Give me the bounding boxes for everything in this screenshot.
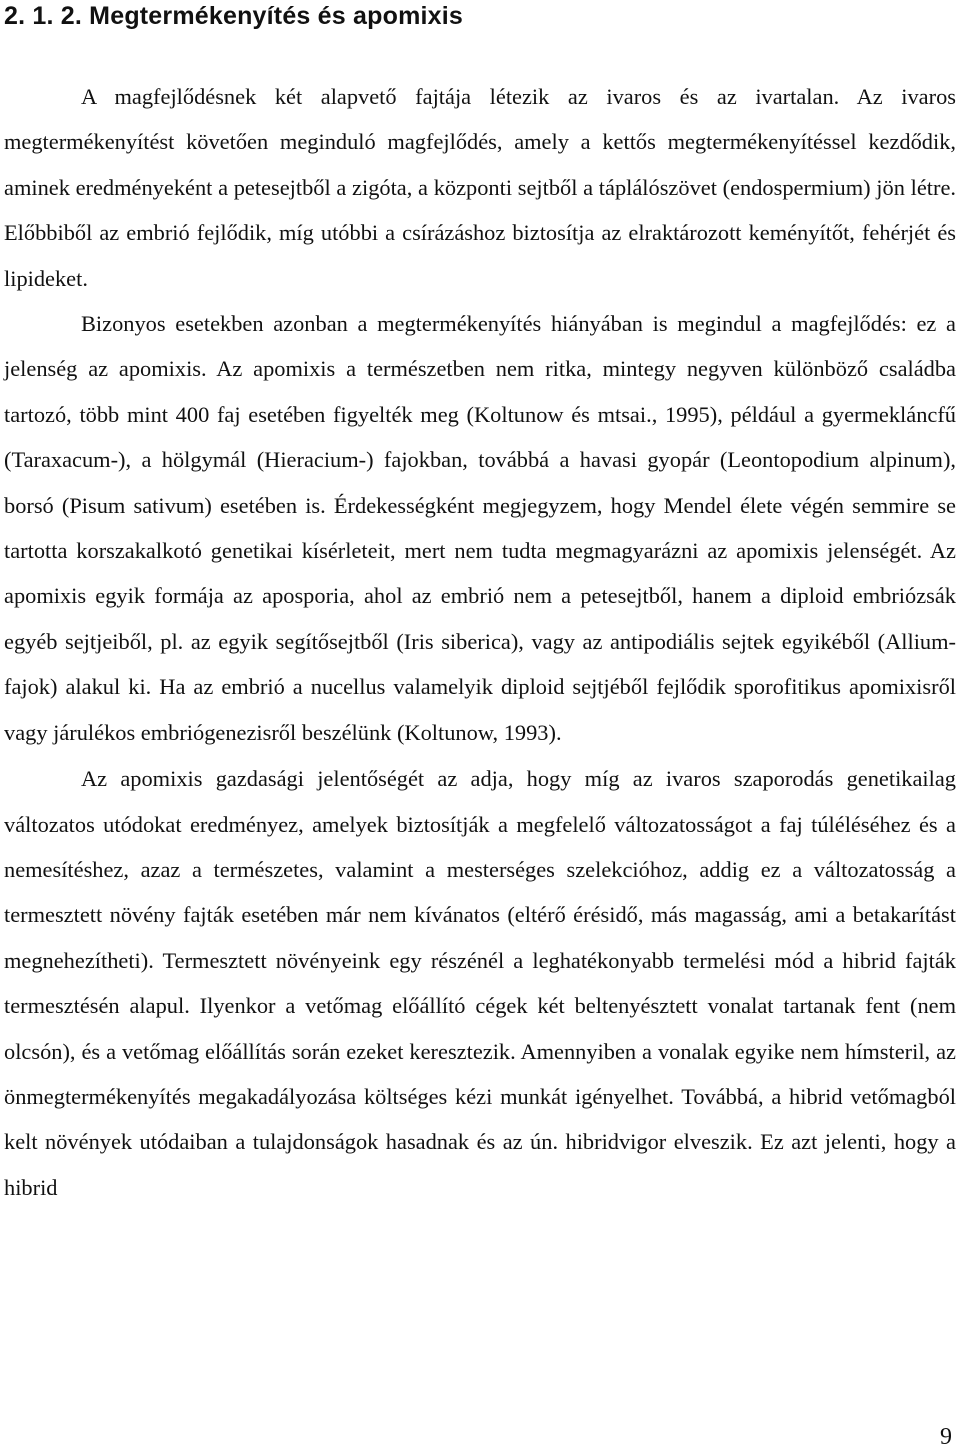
page-number: 9 xyxy=(940,1424,952,1450)
paragraph-gazdasagi-jelentoseg: Az apomixis gazdasági jelentőségét az adja, hogy míg az ivaros szaporodás genetikailag változatos utódokat eredményez, amelyek biztosítják a megfelelő változatosságot a faj túléléséhez és a nemesítéshez, azaz a természetes, valamint a mesterséges szelekcióhoz, addig ez a változatosság a termesztett növény fajták esetében már nem kívánatos (eltérő érésidő, más magasság, ami a betakarítást megnehezítheti). Termesztett növényeink egy részénél a leghatékonyabb termelési mód a hibrid fajták termesztésén alapul. Ilyenkor a vetőmag előállító cégek két beltenyésztett vonalat tartanak fent (nem olcsón), és a vetőmag előállítás során ezeket keresztezik. Amennyiben a vonalak egyike nem hímsteril, az önmegtermékenyítés megakadályozása költséges kézi munkát igényelhet. Továbbá, a hibrid vetőmagból kelt növények utódaiban a tulajdonságok hasadnak és az ún. hibridvigor elveszik. Ez azt jelenti, hogy a hibrid xyxy=(4,766,956,1200)
section-heading: 2. 1. 2. Megtermékenyítés és apomixis xyxy=(4,2,464,30)
body-text xyxy=(4,74,956,1210)
paragraph-magfejlodes: A magfejlődésnek két alapvető fajtája létezik az ivaros és az ivartalan. Az ivaros megtermékenyítést követően meginduló magfejlődés, amely a kettős megtermékenyítéssel kezdődik, aminek eredményeként a petesejtből a zigóta, a központi sejtből a táplálószövet (endospermium) jön létre. Előbbiből az embrió fejlődik, míg utóbbi a csírázáshoz biztosítja az elraktározott keményítőt, fehérjét és lipideket. xyxy=(4,84,956,291)
paragraph-apomixis: Bizonyos esetekben azonban a megtermékenyítés hiányában is megindul a magfejlődés: ez a jelenség az apomixis. Az apomixis a természetben nem ritka, mintegy negyven különböző családba tartozó, több mint 400 faj esetében figyelték meg (Koltunow és mtsai., 1995), például a gyermekláncfű (Taraxacum-), a hölgymál (Hieracium-) fajokban, továbbá a havasi gyopár (Leontopodium alpinum), borsó (Pisum sativum) esetében is. Érdekességként megjegyzem, hogy Mendel élete végén semmire se tartotta korszakalkotó genetikai kísérleteit, mert nem tudta megmagyarázni az apomixis jelenségét. Az apomixis egyik formája az aposporia, ahol az embrió nem a petesejtből, hanem a diploid embriózsák egyéb sejtjeiből, pl. az egyik segítősejtből (Iris siberica), vagy az antipodiális sejtek egyikéből (Allium-fajok) alakul ki. Ha az embrió a nucellus valamelyik diploid sejtjéből fejlődik sporofitikus apomixisről vagy járulékos embriógenezisről beszélünk (Koltunow, 1993). xyxy=(4,311,956,745)
